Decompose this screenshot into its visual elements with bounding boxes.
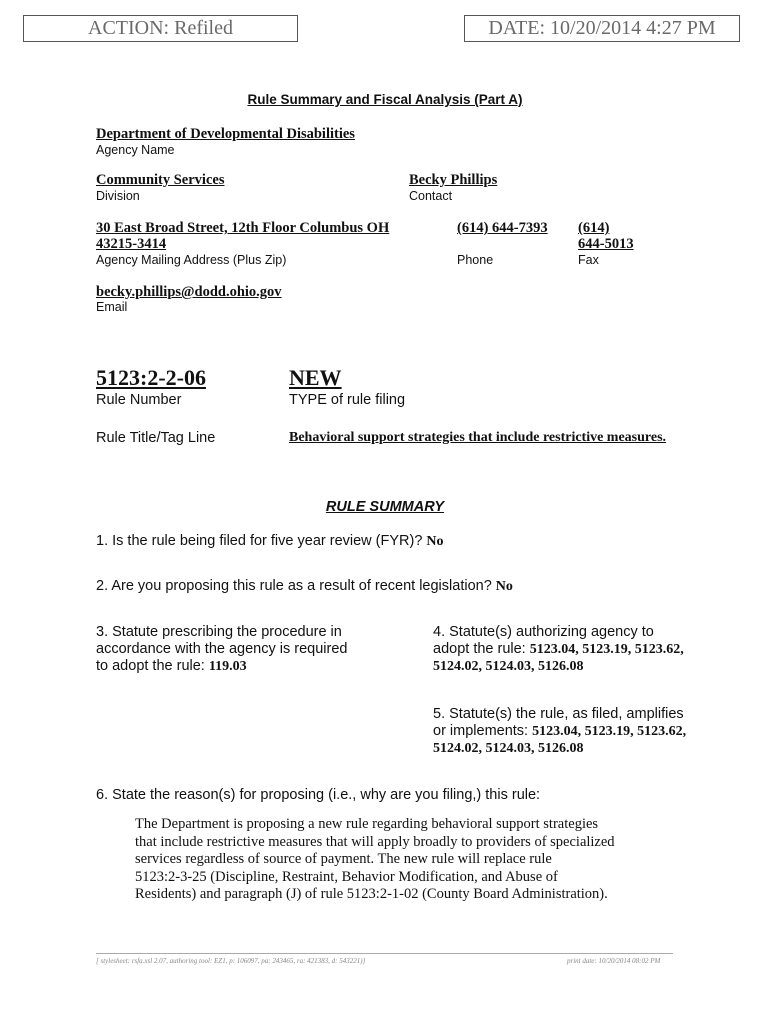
rule-type: NEW [289, 365, 342, 390]
reason-line: 5123:2-3-25 (Discipline, Restraint, Behavior Modification, and Abuse of [135, 868, 558, 885]
contact-name: Becky Phillips [409, 172, 498, 188]
rule-summary-heading: RULE SUMMARY [325, 499, 445, 515]
agency-name-label: Agency Name [96, 143, 175, 157]
reason-line: services regardless of source of payment. The new rule will replace rule [135, 851, 552, 867]
page-title: Rule Summary and Fiscal Analysis (Part A) [247, 92, 523, 107]
contact-label: Contact [409, 189, 453, 203]
address-line-2: 43215-3414 [96, 236, 167, 252]
question-2-answer: No [495, 579, 513, 594]
fax-value-line-1: (614) [578, 220, 610, 236]
email-label: Email [96, 300, 128, 314]
question-3-line-1: 3. Statute prescribing the procedure in [96, 624, 342, 640]
question-6-reason [135, 816, 695, 904]
action-stamp: ACTION: Refiled [23, 15, 298, 42]
question-4-answer-2: 5124.02, 5124.03, 5126.08 [433, 659, 584, 674]
footer-print-date: print date: 10/20/2014 08:02 PM [567, 957, 661, 965]
rule-title-label: Rule Title/Tag Line [96, 430, 216, 446]
reason-line: Residents) and paragraph (J) of rule 5123:2-1-02 (County Board Administration). [135, 886, 608, 902]
question-1-text: 1. Is the rule being filed for five year review (FYR)? [96, 533, 423, 549]
question-4-line-1: 4. Statute(s) authorizing agency to [433, 624, 654, 640]
question-5-line-1: 5. Statute(s) the rule, as filed, amplifies [433, 706, 684, 722]
footer-stylesheet-info: [ stylesheet: rsfa.xsl 2.07, authoring tool: EZ1, p: 106097, pa: 243465, ra: 421383, d: 543221)] [96, 957, 366, 965]
rule-title: Behavioral support strategies that include restrictive measures. [289, 430, 667, 445]
agency-name: Department of Developmental Disabilities [96, 126, 355, 142]
rule-number: 5123:2-2-06 [96, 365, 206, 390]
phone-value: (614) 644-7393 [457, 220, 548, 236]
date-stamp: DATE: 10/20/2014 4:27 PM [464, 15, 740, 42]
question-1-answer: No [426, 534, 444, 549]
question-1 [96, 533, 444, 550]
question-5-answer-2: 5124.02, 5124.03, 5126.08 [433, 741, 584, 756]
question-3 [96, 624, 396, 675]
question-5-line-2: or implements: [433, 723, 529, 739]
division-name: Community Services [96, 172, 225, 188]
question-2-text: 2. Are you proposing this rule as a result of recent legislation? [96, 578, 492, 594]
fax-value-line-2: 644-5013 [578, 236, 634, 252]
footer-divider [96, 953, 673, 954]
address-label: Agency Mailing Address (Plus Zip) [96, 253, 287, 267]
email-value[interactable]: becky.phillips@dodd.ohio.gov [96, 284, 282, 300]
question-6-text: 6. State the reason(s) for proposing (i.e., why are you filing,) this rule: [96, 787, 541, 803]
question-3-line-3: to adopt the rule: [96, 658, 205, 674]
question-4-answer-1: 5123.04, 5123.19, 5123.62, [529, 642, 684, 657]
question-3-line-2: accordance with the agency is required [96, 641, 348, 657]
address-line-1: 30 East Broad Street, 12th Floor Columbus OH [96, 220, 390, 236]
reason-line: that include restrictive measures that will apply broadly to providers of specialized [135, 833, 615, 850]
question-3-answer: 119.03 [208, 659, 247, 674]
phone-label: Phone [457, 253, 494, 267]
question-5 [433, 706, 753, 757]
rule-type-label: TYPE of rule filing [289, 392, 406, 408]
rule-number-label: Rule Number [96, 392, 182, 408]
question-4-line-2: adopt the rule: [433, 641, 526, 657]
division-label: Division [96, 189, 140, 203]
question-5-answer-1: 5123.04, 5123.19, 5123.62, [532, 724, 687, 739]
question-2 [96, 578, 513, 595]
fax-label: Fax [578, 253, 599, 267]
reason-line: The Department is proposing a new rule regarding behavioral support strategies [135, 816, 599, 832]
question-4 [433, 624, 743, 675]
